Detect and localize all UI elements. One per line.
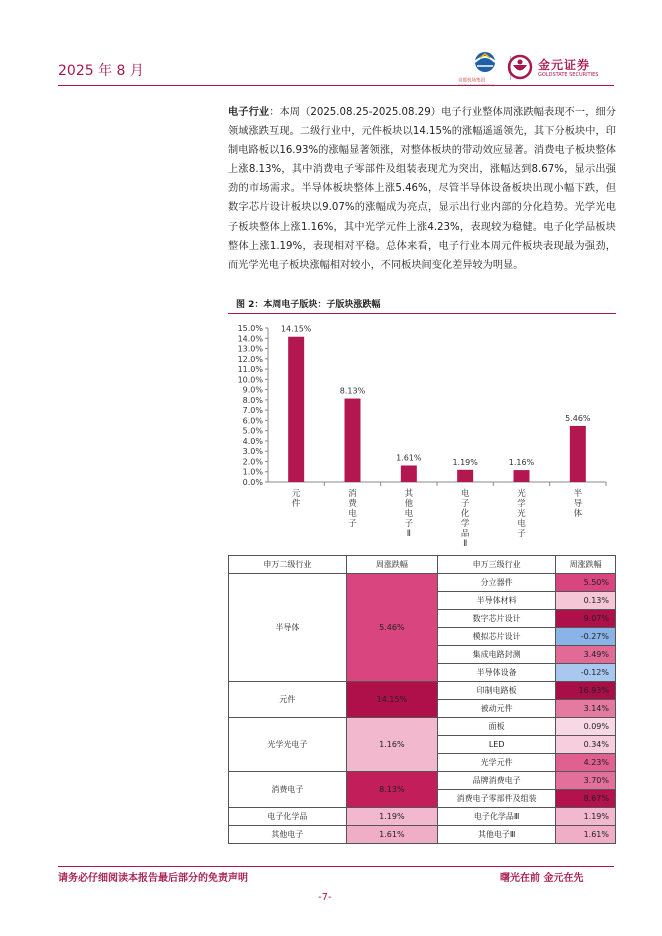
level3-industry-cell: 印制电路板: [438, 682, 556, 700]
level3-return-cell: 0.34%: [556, 736, 616, 754]
y-tick-label: 7.0%: [242, 406, 263, 416]
x-tick-label: 元件: [291, 489, 301, 509]
table-header-cell: 周涨跌幅: [346, 556, 437, 574]
level2-industry-cell: 半导体: [229, 574, 347, 682]
y-tick-label: 15.0%: [237, 324, 263, 333]
level2-return-cell: 1.61%: [346, 826, 437, 844]
x-tick-label: 电子化学品 Ⅱ: [460, 489, 470, 549]
bar: [457, 470, 473, 482]
level3-industry-cell: 分立器件: [438, 574, 556, 592]
y-tick-label: 12.0%: [237, 354, 263, 364]
y-tick-label: 6.0%: [242, 416, 263, 426]
logo2-name: 金元证券: [538, 58, 591, 72]
level3-return-cell: 4.23%: [556, 754, 616, 772]
paragraph-lead: 电子行业: [228, 107, 270, 118]
page-number: -7-: [318, 892, 332, 903]
bar-value-label: 1.61%: [396, 453, 422, 463]
level3-return-cell: 0.09%: [556, 718, 616, 736]
report-date: 2025 年 8 月: [58, 63, 144, 79]
y-tick-label: 8.0%: [242, 395, 263, 405]
table-header-cell: 申万二级行业: [229, 556, 347, 574]
level3-return-cell: 16.93%: [556, 682, 616, 700]
level3-industry-cell: 光学元件: [438, 754, 556, 772]
bar: [570, 426, 586, 482]
chart-svg: [228, 316, 616, 552]
x-tick-label: 光学光电子: [517, 489, 526, 539]
y-tick-label: 13.0%: [237, 344, 263, 354]
y-tick-label: 11.0%: [237, 365, 263, 375]
y-tick-label: 1.0%: [242, 467, 263, 477]
level2-industry-cell: 光学光电子: [229, 718, 347, 772]
industry-summary-paragraph: [228, 103, 616, 275]
level3-industry-cell: 电子化学品Ⅲ: [438, 808, 556, 826]
level2-return-cell: 1.16%: [346, 718, 437, 772]
level2-industry-cell: 其他电子: [229, 826, 347, 844]
level3-industry-cell: 半导体材料: [438, 592, 556, 610]
figure-divider: [228, 313, 616, 314]
footer-divider: [58, 866, 614, 867]
y-tick-label: 2.0%: [242, 457, 263, 467]
table-row: [229, 772, 616, 790]
header-divider: [58, 85, 614, 86]
level2-industry-cell: 元件: [229, 682, 347, 718]
table-row: [229, 718, 616, 736]
goldstate-logo-icon: [507, 54, 533, 80]
sector-return-table: [228, 555, 616, 844]
level3-return-cell: 3.14%: [556, 700, 616, 718]
disclaimer-note: 请务必仔细阅读本报告最后部分的免责声明: [58, 873, 248, 884]
level3-industry-cell: 品牌消费电子: [438, 772, 556, 790]
level3-return-cell: 3.70%: [556, 772, 616, 790]
level3-return-cell: 0.13%: [556, 592, 616, 610]
x-tick-label: 其他电子 Ⅱ: [404, 489, 414, 539]
level3-return-cell: 8.67%: [556, 790, 616, 808]
y-tick-label: 14.0%: [237, 334, 263, 344]
y-tick-label: 10.0%: [237, 375, 263, 385]
level3-industry-cell: 消费电子零部件及组装: [438, 790, 556, 808]
paragraph-text: ：本周（2025.08.25-2025.08.29）电子行业整体周涨跌幅表现不一，细分领域涨跌互现。二级行业中，元件板块以14.15%的涨幅遥遥领先，其下分板块中，印制电路板以16.93%的涨幅显著领涨，对整体板块的带动效应显著。消费电子板块整体上涨8.13%，其中消费电子零部件及组装表现尤为突出，涨幅达到8.67%，显示出强劲的市场需求。半导体板块整体上涨5.46%，尽管半导体设备板块出现小幅下跌，但数字芯片设计板块以9.07%的涨幅成为亮点，显示出行业内部的分化趋势。光学光电子板块整体上涨1.16%，其中光学元件上涨4.23%，表现较为稳健。电子化学品板块整体上涨1.19%，表现相对平稳。总体来看，电子行业本周元件板块表现最为强劲，而光学光电子板块涨幅相对较小，不同板块间变化差异较为明显。: [228, 107, 616, 271]
logo2-sub: GOLDSTATE SECURITIES: [538, 72, 599, 78]
bar-value-label: 14.15%: [280, 324, 312, 334]
bar: [288, 337, 304, 482]
level2-return-cell: 14.15%: [346, 682, 437, 718]
level3-return-cell: -0.27%: [556, 628, 616, 646]
level3-return-cell: 1.19%: [556, 808, 616, 826]
y-tick-label: 3.0%: [242, 447, 263, 457]
level2-return-cell: 5.46%: [346, 574, 437, 682]
bar: [401, 465, 417, 482]
y-tick-label: 5.0%: [242, 426, 263, 436]
y-tick-label: 0.0%: [242, 478, 263, 487]
level3-return-cell: 1.61%: [556, 826, 616, 844]
slogan: 曙光在前 金元在先: [500, 873, 584, 884]
level3-industry-cell: 其他电子Ⅲ: [438, 826, 556, 844]
bar: [514, 470, 530, 482]
bar: [345, 399, 361, 482]
x-tick-label: 半导体: [573, 489, 583, 519]
figure-title: 图 2：本周电子版块：子版块涨跌幅: [236, 300, 381, 310]
level3-industry-cell: LED: [438, 736, 556, 754]
level2-industry-cell: 消费电子: [229, 772, 347, 808]
table-header-cell: 申万三级行业: [438, 556, 556, 574]
logo1-name: 首都机场集团: [458, 77, 486, 84]
level3-industry-cell: 模拟芯片设计: [438, 628, 556, 646]
level3-return-cell: 5.50%: [556, 574, 616, 592]
sub-sector-bar-chart: [228, 316, 616, 552]
table-row: [229, 808, 616, 826]
level3-industry-cell: 面板: [438, 718, 556, 736]
level2-industry-cell: 电子化学品: [229, 808, 347, 826]
level3-return-cell: -0.12%: [556, 664, 616, 682]
table-header-row: [229, 556, 616, 574]
bar-value-label: 1.16%: [508, 458, 535, 468]
table-row: [229, 682, 616, 700]
y-tick-label: 4.0%: [242, 436, 263, 446]
bar-value-label: 1.19%: [452, 457, 478, 467]
bar-value-label: 5.46%: [565, 413, 591, 423]
table-row: [229, 826, 616, 844]
level2-return-cell: 1.19%: [346, 808, 437, 826]
level3-industry-cell: 数字芯片设计: [438, 610, 556, 628]
level3-industry-cell: 集成电路封测: [438, 646, 556, 664]
y-tick-label: 9.0%: [242, 385, 263, 395]
level3-return-cell: 3.49%: [556, 646, 616, 664]
bar-value-label: 8.13%: [339, 386, 366, 396]
table-row: [229, 574, 616, 592]
level3-return-cell: 9.07%: [556, 610, 616, 628]
level3-industry-cell: 被动元件: [438, 700, 556, 718]
x-tick-label: 消费电子: [348, 489, 357, 529]
table-header-cell: 周涨跌幅: [556, 556, 616, 574]
level2-return-cell: 8.13%: [346, 772, 437, 808]
level3-industry-cell: 半导体设备: [438, 664, 556, 682]
